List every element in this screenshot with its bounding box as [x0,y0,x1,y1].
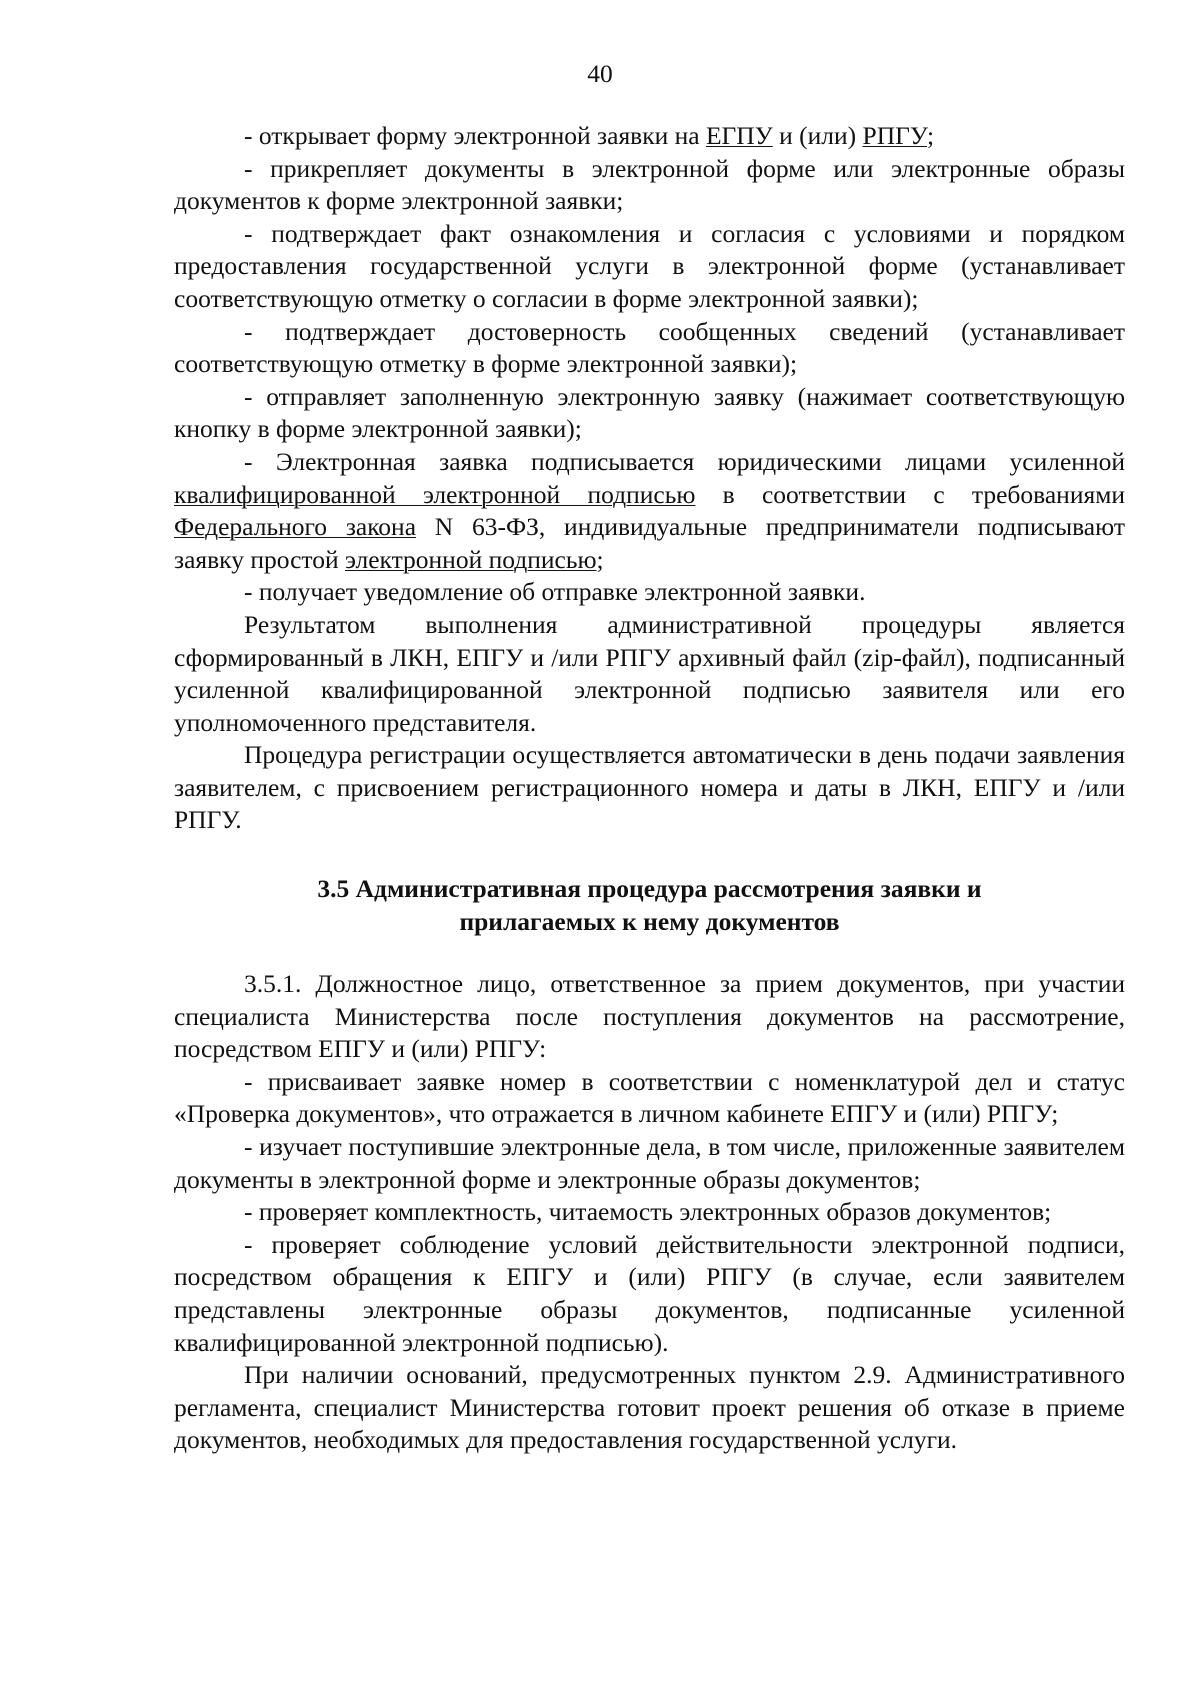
paragraph-send-request: - отправляет заполненную электронную заявку (нажимает соответствующую кнопку в форме электронной заявки); [174,381,1125,444]
paragraph-attach-documents: - прикрепляет документы в электронной форме или электронные образы документов к форме электронной заявки; [174,153,1125,216]
paragraph-assign-number: - присваивает заявке номер в соответствии с номенклатурой дел и статус «Проверка документов», что отражается в личном кабинете ЕПГУ и (или) РПГУ; [174,1066,1125,1129]
paragraph-refusal: При наличии оснований, предусмотренных пунктом 2.9. Административного регламента, специалист Министерства готовит проект решения об отказе в приеме документов, необходимых для предоставления государственной услуги. [174,1360,1125,1455]
link-egpu[interactable]: ЕГПУ [705,121,773,150]
spacer [174,837,1125,872]
paragraph-confirm-accuracy: - подтверждает достоверность сообщенных сведений (устанавливает соответствующую отметку в форме электронной заявки); [174,316,1125,379]
paragraph-open-form [174,120,1125,153]
paragraph-notification: - получает уведомление об отправке электронной заявки. [244,577,866,607]
text: ; [926,121,935,150]
section-heading-line-2: прилагаемых к нему документов [459,907,840,937]
paragraph-3-5-1: 3.5.1. Должностное лицо, ответственное за прием документов, при участии специалиста Министерства после поступления документов на рассмотрение, посредством ЕПГУ и (или) РПГУ: [174,969,1125,1064]
text: и (или) [772,121,863,150]
section-heading-line-1: 3.5 Административная процедура рассмотрения заявки и [317,874,982,904]
page-number: 40 [587,59,613,88]
link-rpgu[interactable]: РПГУ [862,121,927,150]
paragraph-signature [174,446,1125,576]
text: ; [596,544,604,574]
spacer [174,938,1125,968]
paragraph-registration: Процедура регистрации осуществляется автоматически в день подачи заявления заявителем, с присвоением регистрационного номера и даты в ЛКН, ЕПГУ и /или РПГУ. [174,740,1125,835]
paragraph-confirm-consent: - подтверждает факт ознакомления и согласия с условиями и порядком предоставления государственной услуги в электронной форме (устанавливает соответствующую отметку о согласии в форме электронной заявки); [174,218,1125,313]
text: - открывает форму электронной заявки на [244,121,706,150]
document-body [174,120,1125,1457]
text: - Электронная заявка подписывается юридическими лицами усиленной [244,446,1125,476]
link-qualified-signature[interactable]: квалифицированной электронной подписью [174,479,696,509]
paragraph-check-completeness: - проверяет комплектность, читаемость электронных образов документов; [244,1197,1052,1227]
text: N 63-ФЗ, индивидуальные предприниматели подписывают заявку простой [174,512,1125,574]
paragraph-study-cases: - изучает поступившие электронные дела, в том числе, приложенные заявителем документы в электронной форме и электронные образы документов; [174,1132,1125,1194]
paragraph-check-signature: - проверяет соблюдение условий действительности электронной подписи, посредством обращения к ЕПГУ и (или) РПГУ (в случае, если заявителем представлены электронные образы документов, подписанные усиленной квалифицированной электронной подписью). [174,1229,1125,1357]
text: в соответствии с требованиями [695,479,1125,509]
paragraph-result: Результатом выполнения административной процедуры является сформированный в ЛКН, ЕПГУ и /или РПГУ архивный файл (zip-файл), подписанный усиленной квалифицированной электронной подписью заявителя или его уполномоченного представителя. [174,609,1125,737]
link-federal-law[interactable]: Федерального закона [174,512,417,542]
link-electronic-signature[interactable]: электронной подписью [345,544,597,574]
